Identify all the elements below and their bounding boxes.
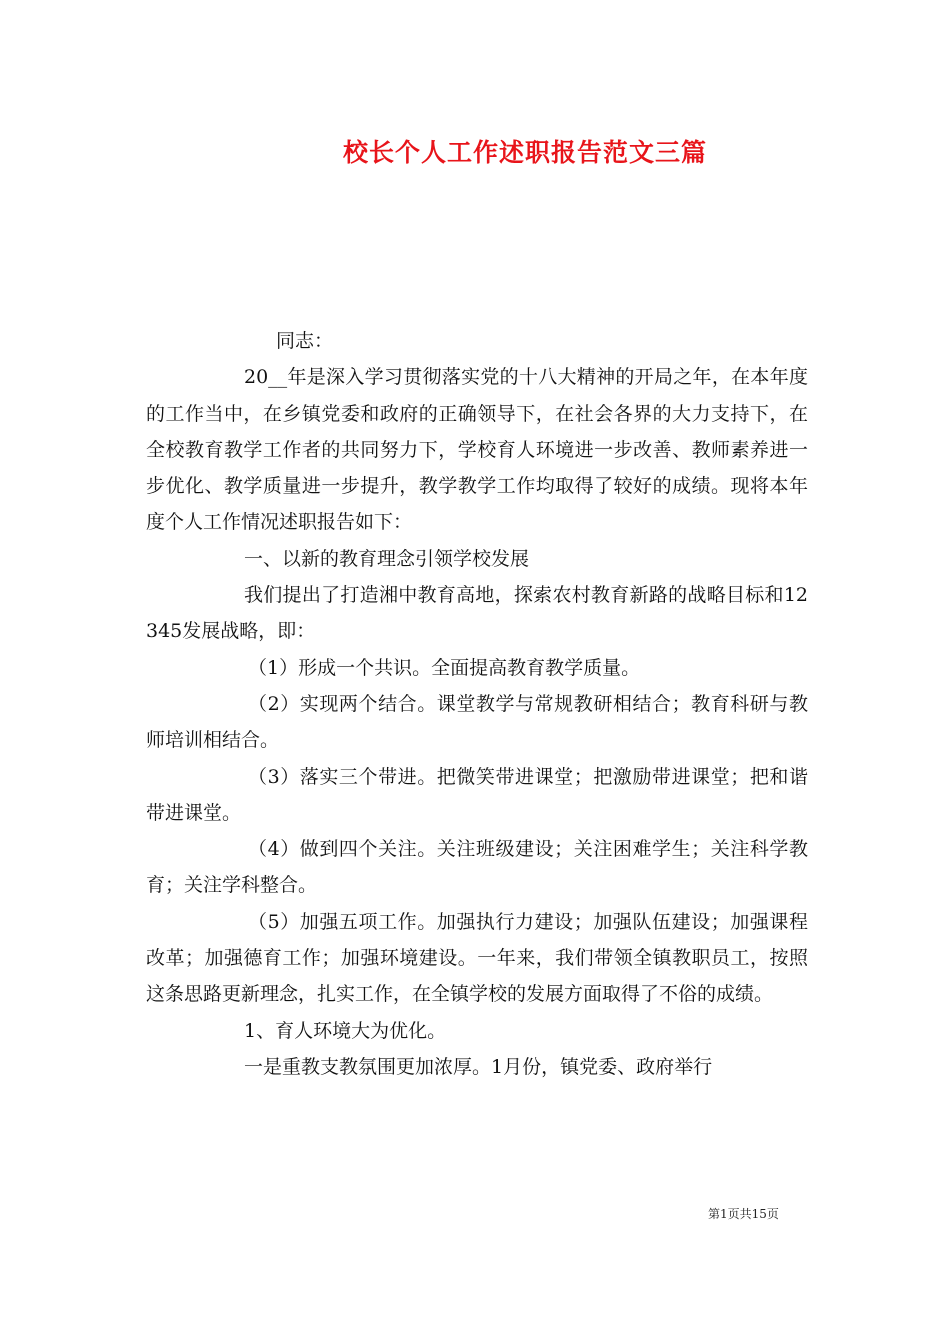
list-item-3: （3）落实三个带进。把微笑带进课堂；把激励带进课堂；把和谐带进课堂。: [146, 765, 808, 824]
list-item-5: （5）加强五项工作。加强执行力建设；加强队伍建设；加强课程改革；加强德育工作；加强环境建设。一年来，我们带领全镇教职员工，按照这条思路更新理念，扎实工作，在全镇学校的发展方面取得了不俗的成绩。: [146, 910, 808, 1006]
page-number: 第1页共15页: [708, 1207, 779, 1221]
list-item-1: （1）形成一个共识。全面提高教育教学质量。: [248, 656, 641, 679]
subsection-heading-1: 1、育人环境大为优化。: [244, 1019, 447, 1042]
paragraph-strategy: 我们提出了打造湘中教育高地，探索农村教育新路的战略目标和12345发展战略，即：: [146, 584, 808, 643]
paragraph-environment: 一是重教支教氛围更加浓厚。1月份，镇党委、政府举行: [244, 1055, 713, 1078]
paragraph-intro: 20__年是深入学习贯彻落实党的十八大精神的开局之年，在本年度的工作当中，在乡镇党委和政府的正确领导下，在社会各界的大力支持下，在全校教育教学工作者的共同努力下，学校育人环境进一步改善、教师素养进一步优化、教学质量进一步提升，教学教学工作均取得了较好的成绩。现将本年度个人工作情况述职报告如下：: [146, 366, 808, 534]
document-title: 校长个人工作述职报告范文三篇: [342, 138, 707, 167]
section-heading-1: 一、以新的教育理念引领学校发展: [244, 547, 530, 570]
list-item-4: （4）做到四个关注。关注班级建设；关注困难学生；关注科学教育；关注学科整合。: [146, 838, 808, 897]
list-item-2: （2）实现两个结合。课堂教学与常规教研相结合；教育科研与教师培训相结合。: [146, 692, 808, 752]
salutation: 同志：: [276, 330, 334, 352]
document-body: [146, 323, 808, 1085]
